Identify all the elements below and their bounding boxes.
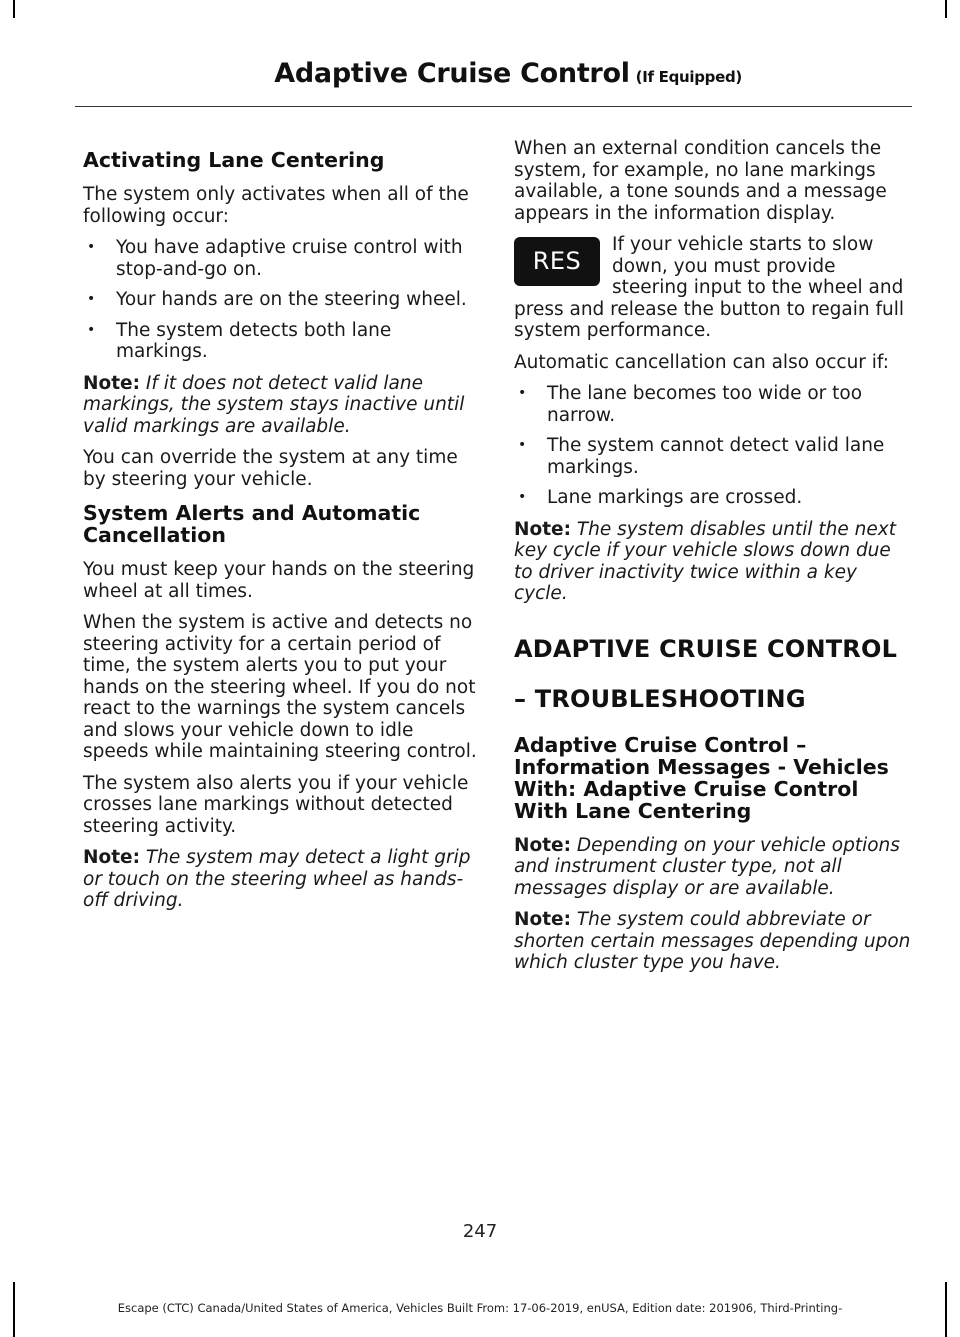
note-abbreviate <box>514 909 912 974</box>
header-title: Adaptive Cruise Control <box>274 58 630 89</box>
paragraph-crosses: The system also alerts you if your vehicle crosses lane markings without detected steering activity. <box>83 772 469 837</box>
list-item: • The lane becomes too wide or too narrow. <box>514 383 912 426</box>
note-disables <box>514 519 912 605</box>
note-label: Note: <box>514 518 571 540</box>
heading-system-alerts: System Alerts and Automatic Cancellation <box>83 501 421 547</box>
note-light-grip <box>83 847 483 912</box>
page-header <box>274 58 742 89</box>
list-item: • You have adaptive cruise control with stop-and-go on. <box>83 237 483 280</box>
heading-activating-lane-centering: Activating Lane Centering <box>83 148 385 172</box>
paragraph-override: You can override the system at any time by steering your vehicle. <box>83 447 458 490</box>
paragraph-slow: If your vehicle starts to slow down, you must provide steering input to the wheel and press and release the button to regain full system performance. <box>514 234 905 341</box>
page-number: 247 <box>462 1221 498 1242</box>
note-label: Note: <box>514 834 571 856</box>
heading-information-messages: Adaptive Cruise Control – Information Messages - Vehicles With: Adaptive Cruise Control With Lane Centering <box>514 732 889 823</box>
footer-text: Escape (CTC) Canada/United States of America, Vehicles Built From: 17-06-2019, enUSA, Edition date: 201906, Third-Printing- <box>117 1301 843 1315</box>
paragraph-auto-cancel: Automatic cancellation can also occur if: <box>514 351 890 373</box>
note-text: Depending on your vehicle options and instrument cluster type, not all messages display or are available. <box>514 834 900 899</box>
crop-mark-top-left <box>13 0 15 18</box>
note-label: Note: <box>83 847 140 868</box>
note-text: The system may detect a light grip or touch on the steering wheel as hands-off driving. <box>83 847 471 911</box>
note-text: The system could abbreviate or shorten certain messages depending upon which cluster type you have. <box>514 909 911 973</box>
crop-mark-top-right <box>945 0 947 18</box>
res-block <box>514 234 912 352</box>
note-options <box>514 835 912 900</box>
list-item: • The system cannot detect valid lane markings. <box>514 435 912 478</box>
paragraph-external: When an external condition cancels the system, for example, no lane markings available, a tone sounds and a message appears in the information display. <box>514 138 887 224</box>
header-rule <box>75 106 912 107</box>
note-text: If it does not detect valid lane markings, the system stays inactive until valid markings are available. <box>83 372 465 437</box>
activation-conditions-list <box>83 237 483 363</box>
note-label: Note: <box>83 372 140 394</box>
res-button-icon: RES <box>514 237 600 286</box>
heading-troubleshooting <box>514 635 912 714</box>
left-column <box>83 138 483 922</box>
note-text: The system disables until the next key cycle if your vehicle slows down due to driver inactivity twice within a key cycle. <box>514 518 896 604</box>
paragraph-activates: The system only activates when all of the following occur: <box>83 184 469 227</box>
list-item: • The system detects both lane markings. <box>83 320 483 363</box>
note-label: Note: <box>514 909 571 930</box>
list-item: • Lane markings are crossed. <box>514 487 912 509</box>
right-column <box>514 138 912 984</box>
cancellation-conditions-list <box>514 383 912 509</box>
note-invalid-markings <box>83 373 483 438</box>
header-subtitle: (If Equipped) <box>635 68 742 86</box>
heading-line: – TROUBLESHOOTING <box>514 684 806 713</box>
heading-line: ADAPTIVE CRUISE CONTROL <box>514 634 898 663</box>
list-item: • Your hands are on the steering wheel. <box>83 289 483 311</box>
paragraph-active: When the system is active and detects no steering activity for a certain period of time, the system alerts you to put your hands on the steering wheel. If you do not react to the warnings the system cancels and slows your vehicle down to idle speeds while maintaining steering control. <box>83 612 477 762</box>
paragraph-hands: You must keep your hands on the steering wheel at all times. <box>83 559 475 602</box>
